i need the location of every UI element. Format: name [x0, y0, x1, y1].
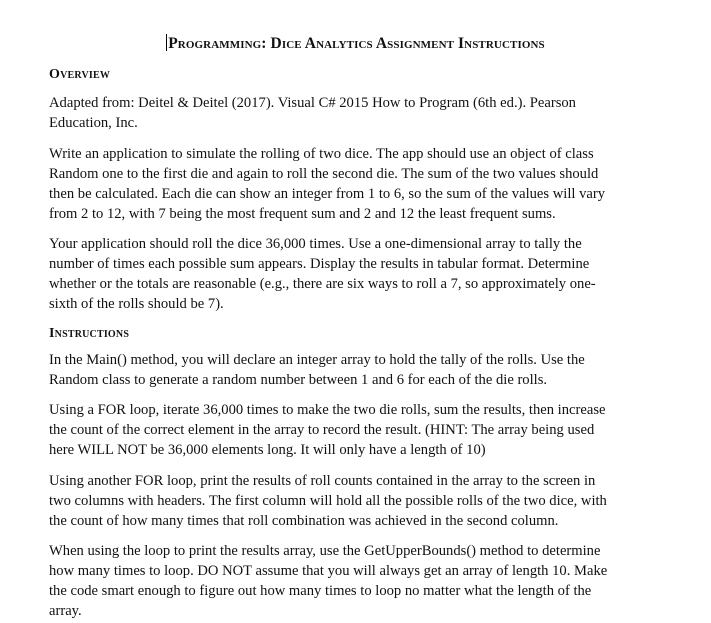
- source-paragraph: [49, 93, 667, 133]
- paragraph-line: the count of how many times that roll combination was achieved in the second column.: [49, 513, 559, 529]
- paragraph-line: from 2 to 12, with 7 being the most frequent sum and 2 and 12 the least frequent sums.: [49, 206, 556, 222]
- paragraph-line: Using another FOR loop, print the results of roll counts contained in the array to the screen in: [49, 473, 596, 489]
- paragraph-line: In the Main() method, you will declare an integer array to hold the tally of the rolls. Use the: [49, 352, 585, 368]
- paragraph-line: Using a FOR loop, iterate 36,000 times to make the two die rolls, sum the results, then increase: [49, 402, 606, 418]
- paragraph-line: Write an application to simulate the rolling of two dice. The app should use an object of class: [49, 146, 594, 162]
- instructions-heading: Instructions: [49, 326, 130, 341]
- paragraph-line: Adapted from: Deitel & Deitel (2017). Visual C# 2015 How to Program (6th ed.). Pearson: [49, 95, 576, 111]
- document-title: [0, 34, 711, 53]
- intro-paragraph: [49, 144, 667, 224]
- paragraph-line: array.: [49, 603, 82, 619]
- paragraph-line: how many times to loop. DO NOT assume that you will always get an array of length 10. Make: [49, 563, 608, 579]
- paragraph-line: the count of the correct element in the array to record the result. (HINT: The array being used: [49, 422, 595, 438]
- for-loop-paragraph: [49, 400, 667, 460]
- paragraph-line: here WILL NOT be 36,000 elements long. It will only have a length of 10): [49, 442, 486, 458]
- paragraph-line: Education, Inc.: [49, 115, 138, 131]
- paragraph-line: then be calculated. Each die can show an integer from 1 to 6, so the sum of the values will vary: [49, 186, 606, 202]
- paragraph-line: sixth of the rolls should be 7).: [49, 296, 224, 312]
- paragraph-line: the code smart enough to figure out how many times to loop no matter what the length of the: [49, 583, 592, 599]
- paragraph-line: number of times each possible sum appears. Display the results in tabular format. Determine: [49, 256, 590, 272]
- paragraph-line: whether or the totals are reasonable (e.g., there are six ways to roll a 7, so approximately one-: [49, 276, 596, 292]
- roll-paragraph: [49, 234, 667, 314]
- paragraph-line: Your application should roll the dice 36,000 times. Use a one-dimensional array to tally the: [49, 236, 582, 252]
- document-title-text: Programming: Dice Analytics Assignment Instructions: [168, 35, 545, 52]
- main-method-paragraph: [49, 350, 667, 390]
- paragraph-line: two columns with headers. The first column will hold all the possible rolls of the two dice, with: [49, 493, 607, 509]
- overview-heading: Overview: [49, 67, 111, 82]
- print-loop-paragraph: [49, 471, 667, 531]
- paragraph-line: Random class to generate a random number between 1 and 6 for each of the die rolls.: [49, 372, 548, 388]
- upper-bounds-paragraph: [49, 541, 667, 621]
- paragraph-line: Random one to the first die and again to roll the second die. The sum of the two values should: [49, 166, 599, 182]
- paragraph-line: When using the loop to print the results array, use the GetUpperBounds() method to determine: [49, 543, 601, 559]
